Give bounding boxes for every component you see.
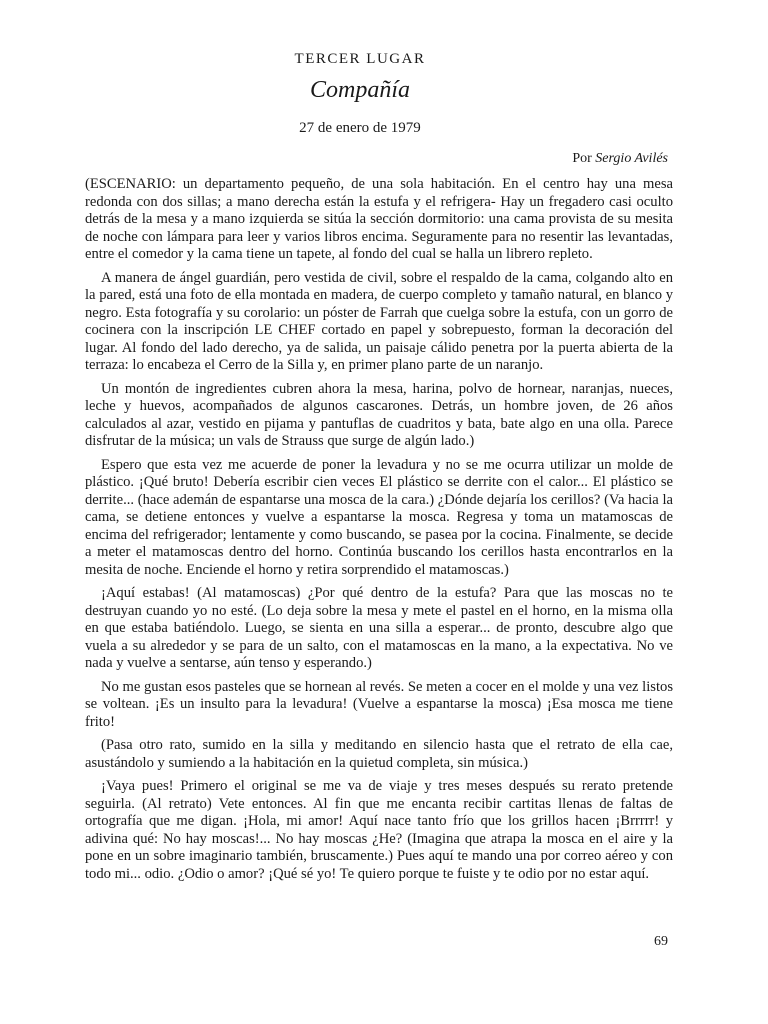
page-title: Compañía [309,77,410,103]
byline [572,151,668,167]
paragraph: ¡Aquí estabas! (Al matamoscas) ¿Por qué dentro de la estufa? Para que las moscas no te destruyan cuando yo no esté. (Lo deja sobre la mesa y mete el pastel en el horno, en la misma olla en que estaba batiéndolo. Luego, se sienta en una silla a esperar... de pronto, descubre algo que vuela a su alrededor y se para de un salto, con el matamoscas en la mano, a la expectativa. No ve nada y vuelve a sentarse, aún tenso y esperando.) [85,585,673,671]
paragraph: ¡Vaya pues! Primero el original se me va de viaje y tres meses después su rerato pretende seguirla. (Al retrato) Vete entonces. Al fin que me encanta recibir cartitas llenas de faltas de ortografía que me digan. ¡Hola, mi amor! Aquí nace tanto frío que los grillos hacen ¡Brrrrr! y adivina qué: No hay moscas!... No hay moscas ¿He? (Imagina que atrapa la mosca en el aire y la pone en un sobre imaginario también, bruscamente.) Pues aquí te mando una por correo aéreo y con todo mi... odio. ¿Odio o amor? ¡Qué sé yo! Te quiero porque te fuiste y te odio por no estar aquí. [85,778,673,882]
author-name: Sergio Avilés [595,151,668,166]
paragraph: A manera de ángel guardián, pero vestida de civil, sobre el respaldo de la cama, colgando alto en la pared, está una foto de ella montada en madera, de cuerpo completo y tamaño natural, en blanco y negro. Esta fotografía y su corolario: un póster de Farrah que cuelga sobre la estufa, con un gorro de cocinera con la inscripción LE CHEF cortado en papel y sobrepuesto, forman la decoración del lugar. Al fondo del lado derecho, ya de salida, un paisaje cálido penetra por la puerta abierta de la terraza: lo encabeza el Cerro de la Silla y, en primer plano parte de un naranjo. [85,269,673,373]
page-number: 69 [654,934,668,949]
paragraph: Espero que esta vez me acuerde de poner la levadura y no se me ocurra utilizar un molde de plástico. ¡Qué bruto! Debería escribir cien veces El plástico se derrite con el calor... El plástico se derrite... (hace ademán de espantarse una mosca de la cara.) ¿Dónde dejaría los cerillos? (Va hacia la cama, se detiene entonces y vuelve a espantarse la mosca. Regresa y toma un matamoscas de encima del refrigerador; lentamente y como buscando, se pasea por la cocina. Finalmente, se decide a meter el matamoscas dentro del horno. Continúa buscando los cerillos hasta encontrarlos en la mesita de noche. Enciende el horno y retira sorprendido el matamoscas.) [85,456,673,578]
paragraph: (Pasa otro rato, sumido en la silla y meditando en silencio hasta que el retrato de ella cae, asustándolo y sumiendo a la habitación en la quietud completa, sin música.) [85,737,673,771]
paragraph: (ESCENARIO: un departamento pequeño, de una sola habitación. En el centro hay una mesa redonda con dos sillas; a mano derecha están la estufa y el refrigera- Hay un fregadero casi oculto detrás de la mesa y a mano izquierda se sitúa la sección dormitorio: una cama provista de su mesita de noche con lámpara para leer y varios libros encima. Seguramente para no resentir las levantadas, entre el comedor y la cama tiene un tapete, al fondo del cual se halla un librero repleto. [85,176,673,262]
section-label: TERCER LUGAR [294,51,426,67]
byline-prefix: Por [572,151,596,166]
date-line: 27 de enero de 1979 [299,120,421,136]
paragraph: No me gustan esos pasteles que se hornean al revés. Se meten a cocer en el molde y una vez listos se voltean. ¡Es un insulto para la levadura! (Vuelve a espantarse la mosca) ¡Esa mosca me tiene frito! [85,678,673,730]
paragraph: Un montón de ingredientes cubren ahora la mesa, harina, polvo de hornear, naranjas, nueces, leche y huevos, acompañados de algunos cascarones. Detrás, un hombre joven, de 26 años calculados al azar, vestido en pijama y pantuflas de cuadritos y bata, bate algo en una olla. Parece disfrutar de la música; un vals de Strauss que surge de algún lado.) [85,380,673,449]
body-text [85,176,673,889]
